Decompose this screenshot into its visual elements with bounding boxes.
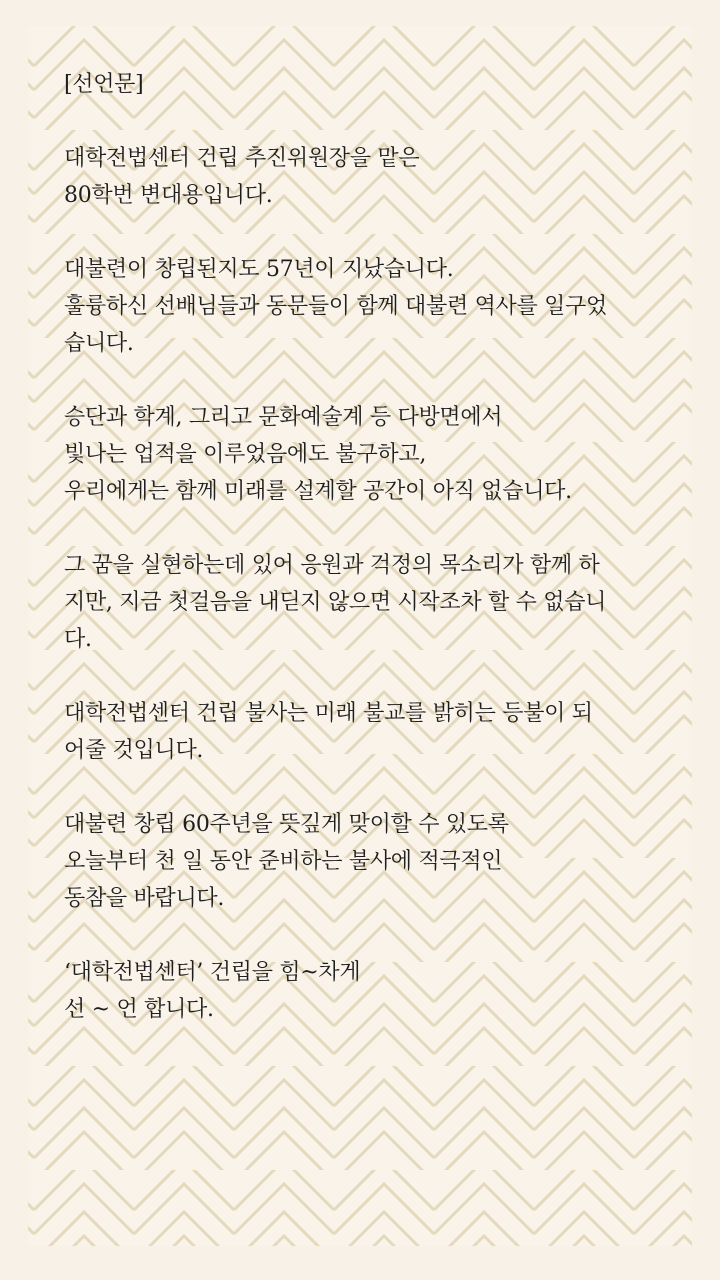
paragraph-gap bbox=[64, 658, 674, 695]
paragraph-6-line-3: 동참을 바랍니다. bbox=[64, 886, 225, 911]
paragraph-gap bbox=[64, 917, 674, 954]
paragraph-1-line-1: 대학전법센터 건립 추진위원장을 맡은 bbox=[64, 146, 420, 171]
paragraph-3-line-1: 승단과 학계, 그리고 문화예술계 등 다방면에서 bbox=[64, 405, 503, 430]
paragraph-7-line-1: ‘대학전법센터’ 건립을 힘~차게 bbox=[64, 960, 361, 985]
paragraph-7-line-2: 선 ~ 언 합니다. bbox=[64, 997, 214, 1022]
paragraph-gap bbox=[64, 214, 674, 251]
paragraph-2-line-3: 습니다. bbox=[64, 331, 134, 356]
paragraph-gap bbox=[64, 362, 674, 399]
paragraph-2-line-1: 대불련이 창립된지도 57년이 지났습니다. bbox=[64, 257, 454, 282]
paragraph-6-line-1: 대불련 창립 60주년을 뜻깊게 맞이할 수 있도록 bbox=[64, 812, 509, 837]
paragraph-4-line-1: 그 꿈을 실현하는데 있어 응원과 걱정의 목소리가 함께 하 bbox=[64, 553, 600, 578]
paragraph-5-line-2: 어줄 것입니다. bbox=[64, 738, 204, 763]
paragraph-gap bbox=[64, 510, 674, 547]
paragraph-6-line-2: 오늘부터 천 일 동안 준비하는 불사에 적극적인 bbox=[64, 849, 503, 874]
declaration-heading: [선언문] bbox=[64, 72, 144, 97]
paragraph-4-line-2: 지만, 지금 첫걸음을 내딛지 않으면 시작조차 할 수 없습니 bbox=[64, 590, 607, 615]
paragraph-5-line-1: 대학전법센터 건립 불사는 미래 불교를 밝히는 등불이 되 bbox=[64, 701, 593, 726]
paragraph-gap bbox=[64, 103, 674, 140]
paragraph-3-line-3: 우리에게는 함께 미래를 설계할 공간이 아직 없습니다. bbox=[64, 479, 572, 504]
paragraph-2-line-2: 훌륭하신 선배님들과 동문들이 함께 대불련 역사를 일구었 bbox=[64, 294, 608, 319]
declaration-text bbox=[64, 66, 674, 1028]
declaration-panel bbox=[28, 26, 692, 1246]
paragraph-1-line-2: 80학번 변대용입니다. bbox=[64, 183, 273, 208]
paragraph-3-line-2: 빛나는 업적을 이루었음에도 불구하고, bbox=[64, 442, 427, 467]
paragraph-gap bbox=[64, 769, 674, 806]
paragraph-4-line-3: 다. bbox=[64, 627, 92, 652]
